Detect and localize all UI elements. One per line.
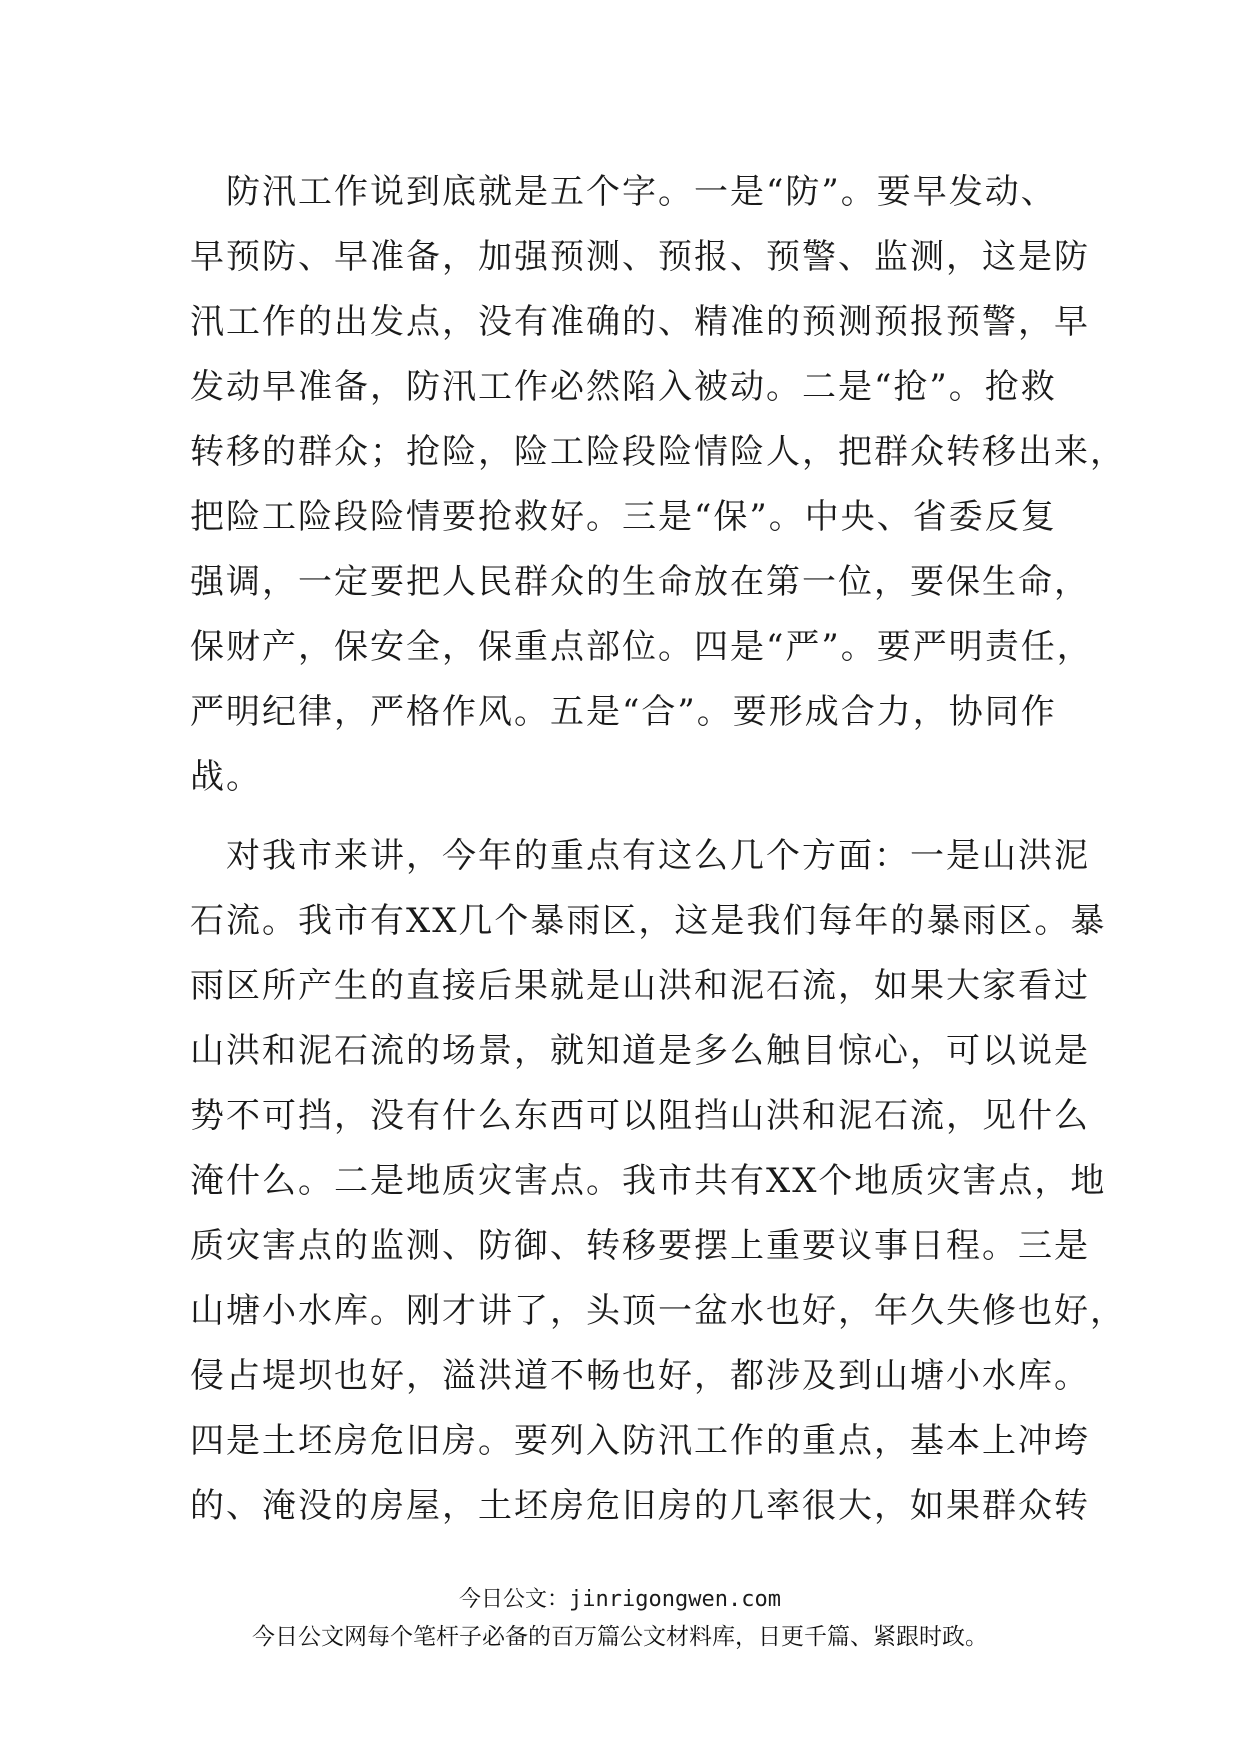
footer-slogan: 今日公文网每个笔杆子必备的百万篇公文材料库，日更千篇、紧跟时政。 [252, 1624, 988, 1650]
text-line: 强调，一定要把人民群众的生命放在第一位，要保生命， [190, 562, 1090, 602]
text-line: 严明纪律，严格作风。五是“合”。要形成合力，协同作 [190, 692, 1057, 732]
text-line: 转移的群众；抢险，险工险段险情险人，把群众转移出来， [190, 432, 1126, 472]
text-line: 汛工作的出发点，没有准确的、精准的预测预报预警，早 [190, 302, 1090, 342]
text-line: 侵占堤坝也好，溢洪道不畅也好，都涉及到山塘小水库。 [190, 1356, 1090, 1396]
footer-site-line [0, 1582, 1240, 1613]
text-line: 石流。我市有XX几个暴雨区，这是我们每年的暴雨区。暴 [190, 901, 1107, 941]
footer-site-link[interactable]: jinrigongwen.com [569, 1587, 781, 1612]
text-line: 防汛工作说到底就是五个字。一是“防”。要早发动、 [190, 172, 1057, 212]
text-line: 对我市来讲，今年的重点有这么几个方面：一是山洪泥 [190, 836, 1090, 876]
footer-site-label: 今日公文： [459, 1587, 570, 1612]
paragraph-1 [190, 160, 1126, 810]
text-line: 势不可挡，没有什么东西可以阻挡山洪和泥石流，见什么 [190, 1096, 1090, 1136]
text-line: 发动早准备，防汛工作必然陷入被动。二是“抢”。抢救 [190, 367, 1057, 407]
text-line: 雨区所产生的直接后果就是山洪和泥石流，如果大家看过 [190, 966, 1090, 1006]
text-line: 四是土坯房危旧房。要列入防汛工作的重点，基本上冲垮 [190, 1421, 1090, 1461]
text-line: 把险工险段险情要抢救好。三是“保”。中央、省委反复 [190, 497, 1057, 537]
text-line: 质灾害点的监测、防御、转移要摆上重要议事日程。三是 [190, 1226, 1090, 1266]
text-line: 战。 [190, 757, 262, 797]
text-line: 的、淹没的房屋，土坯房危旧房的几率很大，如果群众转 [190, 1486, 1090, 1526]
text-line: 山洪和泥石流的场景，就知道是多么触目惊心，可以说是 [190, 1031, 1090, 1071]
document-body [190, 160, 1126, 1539]
text-line: 淹什么。二是地质灾害点。我市共有XX个地质灾害点，地 [190, 1161, 1107, 1201]
text-line: 保财产，保安全，保重点部位。四是“严”。要严明责任， [190, 627, 1093, 667]
text-line: 早预防、早准备，加强预测、预报、预警、监测，这是防 [190, 237, 1090, 277]
text-line: 山塘小水库。刚才讲了，头顶一盆水也好，年久失修也好， [190, 1291, 1126, 1331]
paragraph-2 [190, 824, 1126, 1539]
